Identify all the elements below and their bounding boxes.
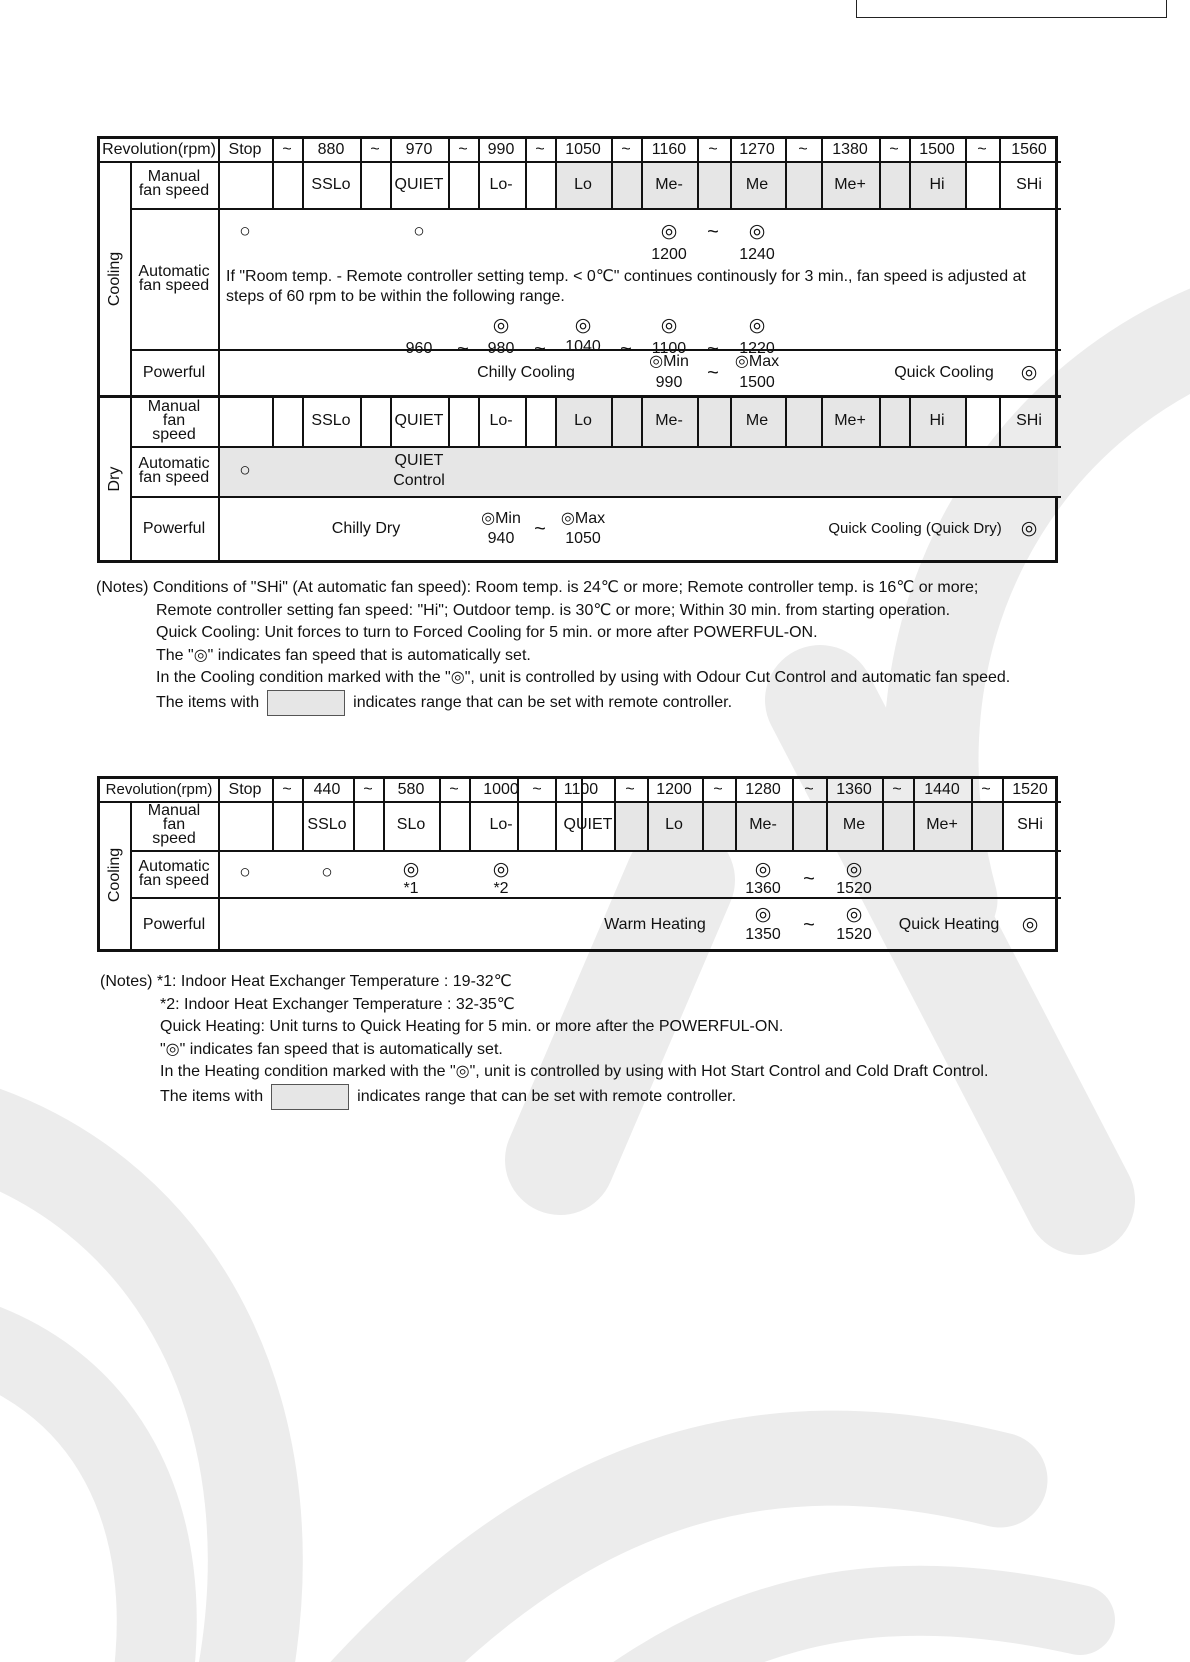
rpm-header-label: Revolution(rpm) [102, 141, 216, 158]
auto-condition-text-2: steps of 60 rpm to be within the following range. [226, 288, 565, 305]
auto-circle-stop: ○ [239, 221, 251, 242]
automatic-fan-speed-label: Automatic fan speed [138, 263, 210, 294]
dry-speed-hi: Hi [929, 412, 945, 429]
range-mark-1220: ◎ [748, 315, 766, 336]
rpm-col: ~ [892, 781, 902, 798]
powerful-label: Powerful [142, 916, 206, 933]
range-mark-1100: ◎ [660, 315, 678, 336]
rpm-col: ~ [977, 141, 987, 158]
rpm-col: ~ [889, 141, 899, 158]
speed-sslo: SSLo [311, 176, 351, 193]
shaded-sample-box [271, 1084, 349, 1110]
speed-slo: SLo [396, 816, 426, 833]
rpm-col: 990 [487, 141, 515, 158]
notes-prefix: (Notes) [96, 579, 149, 596]
range-tilde: ~ [620, 338, 632, 360]
quick-cooling-label: Quick Cooling [894, 364, 994, 381]
range-mark-1040: ◎ [574, 315, 592, 336]
chilly-dry-label: Chilly Dry [331, 520, 401, 537]
powerful-tilde: ~ [803, 914, 815, 936]
rpm-col: ~ [708, 141, 718, 158]
manual-fan-speed-label: Manual fan speed [147, 802, 201, 847]
note-line: indicates range that can be set with remote controller. [353, 693, 733, 711]
note-line: *2: Indoor Heat Exchanger Temperature : 32-35℃ [160, 995, 515, 1013]
rpm-col: ~ [282, 781, 292, 798]
rpm-col: ~ [798, 141, 808, 158]
note-line: *1: Indoor Heat Exchanger Temperature : 19-32℃ [156, 973, 512, 990]
auto-mark-580: ◎ [402, 859, 420, 880]
rpm-col: ~ [532, 781, 542, 798]
speed-me-plus: Me+ [926, 816, 958, 833]
rpm-col: 1160 [651, 141, 687, 158]
range-val-1040: 1040 [565, 338, 601, 355]
range-tilde: ~ [457, 338, 469, 360]
auto-circle-440: ○ [321, 862, 333, 883]
note-line: The items with [156, 693, 260, 711]
powerful-val-1350: 1350 [745, 926, 781, 943]
heating-fan-speed-table [97, 776, 1058, 952]
dry-speed-me-plus: Me+ [834, 412, 866, 429]
section-cooling-label: Cooling [106, 251, 123, 307]
rpm-col: 1440 [924, 781, 960, 798]
note-line: Quick Cooling: Unit forces to turn to Forced Cooling for 5 min. or more after POWERFUL-ON. [156, 624, 818, 641]
powerful-val-1520: 1520 [836, 926, 872, 943]
note-line: The "◎" indicates fan speed that is automatically set. [156, 646, 531, 664]
range-val-980: 980 [487, 340, 515, 357]
dry-speed-lo-minus: Lo- [489, 412, 513, 429]
auto-mark-1000: ◎ [492, 859, 510, 880]
speed-quiet: QUIET [563, 816, 613, 833]
quick-dry-mark: ◎ [1020, 518, 1038, 539]
rpm-col: ~ [363, 781, 373, 798]
quick-heating-mark: ◎ [1021, 914, 1039, 935]
rpm-col: ~ [458, 141, 468, 158]
note-line: Quick Heating: Unit turns to Quick Heating for 5 min. or more after the POWERFUL-ON. [160, 1018, 784, 1035]
range-val-1220: 1220 [739, 340, 775, 357]
rpm-col: 1100 [563, 781, 599, 798]
speed-me-plus: Me+ [834, 176, 866, 193]
dry-powerful-min-val: 940 [487, 530, 515, 547]
rpm-col: 1380 [832, 141, 868, 158]
dry-powerful-tilde: ~ [534, 518, 546, 540]
rpm-col: ~ [449, 781, 459, 798]
range-mark-980: ◎ [492, 315, 510, 336]
dry-manual-fan-speed-label: Manual fan speed [147, 398, 201, 443]
dry-auto-quiet: QUIET [394, 452, 444, 469]
speed-me-minus: Me- [655, 176, 683, 193]
note-line: In the Heating condition marked with the "◎", unit is controlled by using with Hot Start Control and Cold Draft Control. [160, 1063, 989, 1080]
note-line: The items with [160, 1087, 264, 1105]
rpm-col: ~ [981, 781, 991, 798]
note-line: indicates range that can be set with remote controller. [357, 1087, 737, 1105]
dry-speed-sslo: SSLo [311, 412, 351, 429]
powerful-max-label: ◎Max [734, 353, 780, 370]
range-tilde: ~ [707, 338, 719, 360]
section-heating-label: Cooling [106, 847, 123, 903]
section-dry-label: Dry [106, 466, 123, 492]
speed-shi: SHi [1016, 176, 1042, 193]
rpm-col: 1000 [483, 781, 519, 798]
warm-heating-label: Warm Heating [604, 916, 706, 933]
auto-val-1520: 1520 [836, 880, 872, 897]
dry-auto-control: Control [393, 472, 445, 489]
note-line: "◎" indicates fan speed that is automatically set. [160, 1040, 503, 1058]
cooling-dry-fan-speed-table [97, 136, 1058, 563]
dry-speed-shi: SHi [1016, 412, 1042, 429]
chilly-cooling-label: Chilly Cooling [477, 364, 575, 381]
range-tilde: ~ [534, 338, 546, 360]
rpm-col: 440 [313, 781, 341, 798]
rpm-col: ~ [621, 141, 631, 158]
auto-note-1: *1 [403, 880, 419, 897]
rpm-col: ~ [535, 141, 545, 158]
powerful-min-label: ◎Min [649, 353, 689, 370]
auto-circle-stop: ○ [239, 862, 251, 883]
powerful-mark-1350: ◎ [754, 904, 772, 925]
dry-speed-me: Me [745, 412, 769, 429]
automatic-fan-speed-label: Automatic fan speed [138, 858, 210, 889]
dry-speed-quiet: QUIET [394, 412, 444, 429]
cooling-notes [96, 577, 1010, 716]
rpm-col: 1050 [565, 141, 601, 158]
speed-hi: Hi [929, 176, 945, 193]
rpm-col: 1500 [919, 141, 955, 158]
speed-me-minus: Me- [749, 816, 777, 833]
manual-fan-speed-label: Manual fan speed [138, 168, 210, 199]
dry-speed-lo: Lo [574, 412, 592, 429]
auto-val-1360: 1360 [745, 880, 781, 897]
rpm-col: ~ [282, 141, 292, 158]
rpm-col: 1200 [656, 781, 692, 798]
rpm-col: 1360 [836, 781, 872, 798]
dry-auto-circle: ○ [239, 460, 251, 481]
speed-lo: Lo [574, 176, 592, 193]
shaded-sample-box [267, 690, 345, 716]
rpm-col: ~ [625, 781, 635, 798]
speed-lo: Lo [665, 816, 683, 833]
speed-lo-minus: Lo- [489, 816, 513, 833]
auto-mark-1200: ◎ [660, 221, 678, 242]
note-line: In the Cooling condition marked with the "◎", unit is controlled by using with Odour Cut Control and automatic fan speed. [156, 669, 1011, 686]
speed-shi: SHi [1017, 816, 1043, 833]
rpm-col: 1520 [1012, 781, 1048, 798]
notes-prefix: (Notes) [100, 973, 153, 990]
powerful-label: Powerful [142, 364, 206, 381]
auto-tilde-top: ~ [707, 221, 719, 243]
dry-powerful-max-label: ◎Max [560, 510, 606, 527]
quick-cooling-mark: ◎ [1020, 362, 1038, 383]
rpm-col: 970 [405, 141, 433, 158]
rpm-col: 1560 [1011, 141, 1047, 158]
rpm-col: ~ [804, 781, 814, 798]
rpm-col: 880 [317, 141, 345, 158]
range-val-960: 960 [405, 340, 433, 357]
note-line: Remote controller setting fan speed: "Hi"; Outdoor temp. is 30℃ or more; Within 30 min. from starting operation. [156, 601, 951, 619]
rpm-col: Stop [228, 781, 262, 798]
note-line: Conditions of "SHi" (At automatic fan speed): Room temp. is 24℃ or more; Remote controller temp. is 16℃ or more; [152, 579, 979, 596]
quick-heating-label: Quick Heating [898, 916, 1000, 933]
speed-sslo: SSLo [307, 816, 347, 833]
quick-dry-label: Quick Cooling (Quick Dry) [828, 520, 1002, 537]
rpm-col: 580 [397, 781, 425, 798]
auto-tilde: ~ [803, 868, 815, 890]
dry-speed-me-minus: Me- [655, 412, 683, 429]
speed-lo-minus: Lo- [489, 176, 513, 193]
rpm-col: 1280 [745, 781, 781, 798]
auto-val-1240: 1240 [739, 246, 775, 263]
rpm-col: ~ [713, 781, 723, 798]
dry-powerful-max-val: 1050 [565, 530, 601, 547]
range-val-1100: 1100 [651, 340, 687, 357]
speed-me: Me [745, 176, 769, 193]
powerful-tilde: ~ [707, 362, 719, 384]
rpm-header-label: Revolution(rpm) [105, 781, 213, 798]
speed-quiet: QUIET [394, 176, 444, 193]
powerful-max-val: 1500 [739, 374, 775, 391]
auto-val-1200: 1200 [651, 246, 687, 263]
auto-mark-1360: ◎ [754, 859, 772, 880]
rpm-col: 1270 [739, 141, 775, 158]
rpm-col: ~ [370, 141, 380, 158]
dry-automatic-fan-speed-label: Automatic fan speed [138, 455, 210, 486]
auto-mark-1520: ◎ [845, 859, 863, 880]
powerful-mark-1520: ◎ [845, 904, 863, 925]
dry-powerful-label: Powerful [142, 520, 206, 537]
auto-circle-970: ○ [413, 221, 425, 242]
dry-powerful-min-label: ◎Min [481, 510, 521, 527]
auto-mark-1240: ◎ [748, 221, 766, 242]
auto-condition-text: If "Room temp. - Remote controller setting temp. < 0℃" continues continously for 3 min., fan speed is adjusted at [226, 268, 1026, 285]
powerful-min-val: 990 [655, 374, 683, 391]
heating-notes [100, 971, 988, 1110]
rpm-col: Stop [228, 141, 262, 158]
auto-note-2: *2 [493, 880, 509, 897]
speed-me: Me [842, 816, 866, 833]
header-box [856, 0, 1167, 18]
